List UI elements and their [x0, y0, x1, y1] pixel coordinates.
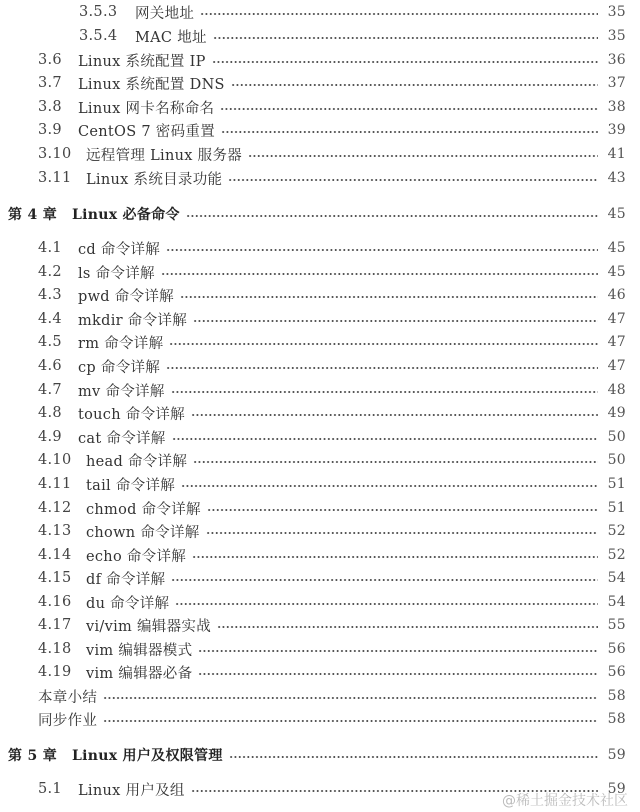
- dot-leader: [220, 108, 598, 110]
- toc-entry-title: echo 命令详解: [86, 548, 187, 565]
- toc-entry-title: ls 命令详解: [78, 265, 155, 282]
- toc-entry-number: 4.1: [38, 240, 62, 256]
- toc-page-number: 38: [607, 99, 626, 115]
- dot-leader: [180, 296, 598, 298]
- dot-leader: [192, 556, 598, 558]
- toc-page-number: 50: [607, 452, 626, 468]
- toc-entry-row[interactable]: [0, 543, 640, 567]
- toc-entry-row[interactable]: [0, 590, 640, 614]
- toc-page-number: 45: [607, 240, 626, 256]
- toc-entry-title: vi/vim 编辑器实战: [86, 618, 212, 635]
- toc-page-number: 56: [607, 664, 626, 680]
- toc-entry-title: tail 命令详解: [86, 477, 176, 494]
- dot-leader: [172, 438, 598, 440]
- dot-leader: [166, 367, 598, 369]
- toc-entry-row[interactable]: [0, 425, 640, 449]
- dot-leader: [231, 84, 598, 86]
- toc-entry-row[interactable]: [0, 354, 640, 378]
- toc-entry-title: rm 命令详解: [78, 335, 164, 352]
- toc-entry-number: 4.13: [38, 523, 72, 539]
- toc-entry-number: 3.5.4: [79, 28, 118, 44]
- dot-leader: [206, 532, 598, 534]
- dot-leader: [200, 13, 598, 15]
- dot-leader: [103, 697, 598, 699]
- toc-entry-row[interactable]: [0, 330, 640, 354]
- toc-page-number: 52: [607, 523, 626, 539]
- toc-page-number: 54: [607, 594, 626, 610]
- dot-leader: [198, 650, 598, 652]
- dot-leader: [217, 626, 598, 628]
- toc-entry-number: 4.11: [38, 476, 72, 492]
- toc-entry-title: cp 命令详解: [78, 359, 161, 376]
- toc-page-number: 59: [607, 781, 626, 797]
- watermark: @稀土掘金技术社区: [502, 793, 628, 809]
- toc-entry-title: mv 命令详解: [78, 383, 165, 400]
- toc-entry-number: 4.12: [38, 500, 72, 516]
- toc-page-number: 47: [607, 358, 626, 374]
- toc-entry-number: 4.2: [38, 264, 62, 280]
- toc-entry-row[interactable]: [0, 0, 640, 24]
- toc-entry-number: 3.5.3: [79, 4, 118, 20]
- dot-leader: [213, 37, 598, 39]
- toc-entry-row[interactable]: [0, 283, 640, 307]
- toc-entry-number: 4.5: [38, 334, 62, 350]
- toc-entry-number: 4.16: [38, 594, 72, 610]
- toc-entry-number: 4.6: [38, 358, 62, 374]
- toc-page-number: 43: [607, 170, 626, 186]
- toc-entry-number: 4.14: [38, 547, 72, 563]
- dot-leader: [171, 391, 598, 393]
- toc-entry-title: Linux 用户及权限管理: [72, 748, 223, 764]
- dot-leader: [166, 249, 598, 251]
- toc-entry-number: 4.18: [38, 641, 72, 657]
- toc-entry-number: 第 4 章: [8, 207, 57, 223]
- toc-page-number: 47: [607, 334, 626, 350]
- toc-page-number: 49: [607, 405, 626, 421]
- toc-entry-row[interactable]: [0, 260, 640, 284]
- toc-entry-title: 网关地址: [135, 5, 195, 22]
- dot-leader: [161, 273, 598, 275]
- dot-leader: [212, 61, 598, 63]
- toc-entry-title: du 命令详解: [86, 595, 170, 612]
- toc-entry-row[interactable]: [0, 142, 640, 166]
- toc-entry-title: touch 命令详解: [78, 406, 185, 423]
- dot-leader: [186, 215, 598, 217]
- toc-entry-number: 4.10: [38, 452, 72, 468]
- toc-entry-row[interactable]: [0, 684, 640, 708]
- toc-entry-title: Linux 系统目录功能: [86, 171, 223, 188]
- toc-entry-row[interactable]: [0, 448, 640, 472]
- toc-page-number: 58: [607, 688, 626, 704]
- toc-entry-title: cd 命令详解: [78, 241, 161, 258]
- toc-entry-row[interactable]: [0, 519, 640, 543]
- toc-page-number: 47: [607, 311, 626, 327]
- toc-entry-title: df 命令详解: [86, 571, 166, 588]
- toc-page-number: 58: [607, 711, 626, 727]
- toc-entry-number: 3.10: [38, 146, 72, 162]
- toc-entry-title: CentOS 7 密码重置: [78, 123, 216, 140]
- dot-leader: [193, 461, 598, 463]
- toc-page-number: 46: [607, 287, 626, 303]
- toc-entry-number: 4.9: [38, 429, 62, 445]
- toc-entry-title: 本章小结: [38, 689, 98, 706]
- toc-entry-row[interactable]: [0, 613, 640, 637]
- toc-page-number: 48: [607, 382, 626, 398]
- toc-entry-number: 4.8: [38, 405, 62, 421]
- toc-page-number: 51: [607, 500, 626, 516]
- toc-entry-row[interactable]: [0, 236, 640, 260]
- toc-entry-title: pwd 命令详解: [78, 288, 174, 305]
- toc-entry-title: chown 命令详解: [86, 524, 200, 541]
- toc-page-number: 51: [607, 476, 626, 492]
- toc-entry-title: chmod 命令详解: [86, 501, 201, 518]
- dot-leader: [193, 320, 598, 322]
- dot-leader: [228, 179, 598, 181]
- toc-entry-title: cat 命令详解: [78, 430, 166, 447]
- toc-entry-title: Linux 用户及组: [78, 782, 185, 799]
- toc-page-number: 55: [607, 617, 626, 633]
- toc-entry-number: 3.8: [38, 99, 62, 115]
- toc-page-number: 59: [607, 747, 626, 763]
- toc-page-number: 45: [607, 264, 626, 280]
- toc-entry-number: 5.1: [38, 781, 62, 797]
- dot-leader: [221, 131, 598, 133]
- toc-entry-row[interactable]: [0, 307, 640, 331]
- toc-entry-row[interactable]: [0, 166, 640, 190]
- toc-chapter-row[interactable]: [0, 202, 640, 226]
- toc-entry-title: MAC 地址: [135, 29, 207, 46]
- toc-entry-title: head 命令详解: [86, 453, 188, 470]
- toc-entry-row[interactable]: [0, 95, 640, 119]
- toc-entry-number: 第 5 章: [8, 748, 57, 764]
- toc-entry-number: 4.15: [38, 570, 72, 586]
- toc-entry-title: vim 编辑器模式: [86, 642, 193, 659]
- toc-page-number: 39: [607, 122, 626, 138]
- toc-entry-row[interactable]: [0, 496, 640, 520]
- toc-entry-row[interactable]: [0, 378, 640, 402]
- toc-entry-title: Linux 网卡名称命名: [78, 100, 215, 117]
- toc-page-number: 35: [607, 28, 626, 44]
- toc-entry-title: vim 编辑器必备: [86, 665, 193, 682]
- toc-page-number: 45: [607, 206, 626, 222]
- toc-page-number: 35: [607, 4, 626, 20]
- toc-entry-number: 3.9: [38, 122, 62, 138]
- dot-leader: [207, 509, 598, 511]
- toc-chapter-row[interactable]: [0, 743, 640, 767]
- dot-leader: [229, 756, 598, 758]
- toc-entry-title: Linux 系统配置 IP: [78, 53, 206, 70]
- dot-leader: [181, 485, 598, 487]
- toc-entry-title: 远程管理 Linux 服务器: [86, 147, 243, 164]
- dot-leader: [103, 720, 598, 722]
- toc-page-number: 50: [607, 429, 626, 445]
- dot-leader: [175, 603, 598, 605]
- toc-page-number: 52: [607, 547, 626, 563]
- toc-entry-title: 同步作业: [38, 712, 98, 729]
- toc-entry-row[interactable]: [0, 566, 640, 590]
- toc-page-number: 54: [607, 570, 626, 586]
- toc-entry-row[interactable]: [0, 48, 640, 72]
- toc-page-number: 36: [607, 52, 626, 68]
- dot-leader: [191, 414, 598, 416]
- toc-entry-number: 4.7: [38, 382, 62, 398]
- dot-leader: [169, 343, 598, 345]
- toc-entry-number: 3.6: [38, 52, 62, 68]
- dot-leader: [248, 155, 598, 157]
- toc-entry-row[interactable]: [0, 472, 640, 496]
- toc-page-number: 41: [607, 146, 626, 162]
- toc-entry-number: 4.19: [38, 664, 72, 680]
- toc-entry-row[interactable]: [0, 118, 640, 142]
- toc-entry-number: 3.7: [38, 75, 62, 91]
- toc-entry-title: Linux 系统配置 DNS: [78, 76, 225, 93]
- toc-entry-row[interactable]: [0, 637, 640, 661]
- toc-entry-row[interactable]: [0, 71, 640, 95]
- toc-page-number: 56: [607, 641, 626, 657]
- toc-entry-row[interactable]: [0, 24, 640, 48]
- toc-entry-row[interactable]: [0, 401, 640, 425]
- toc-entry-title: mkdir 命令详解: [78, 312, 187, 329]
- dot-leader: [171, 579, 598, 581]
- toc-page-number: 37: [607, 75, 626, 91]
- toc-entry-row[interactable]: [0, 707, 640, 731]
- toc-entry-number: 4.3: [38, 287, 62, 303]
- toc-entry-number: 4.4: [38, 311, 62, 327]
- toc-entry-row[interactable]: [0, 660, 640, 684]
- dot-leader: [198, 673, 598, 675]
- toc-entry-number: 3.11: [38, 170, 72, 186]
- toc-entry-title: Linux 必备命令: [72, 207, 180, 223]
- toc-entry-number: 4.17: [38, 617, 72, 633]
